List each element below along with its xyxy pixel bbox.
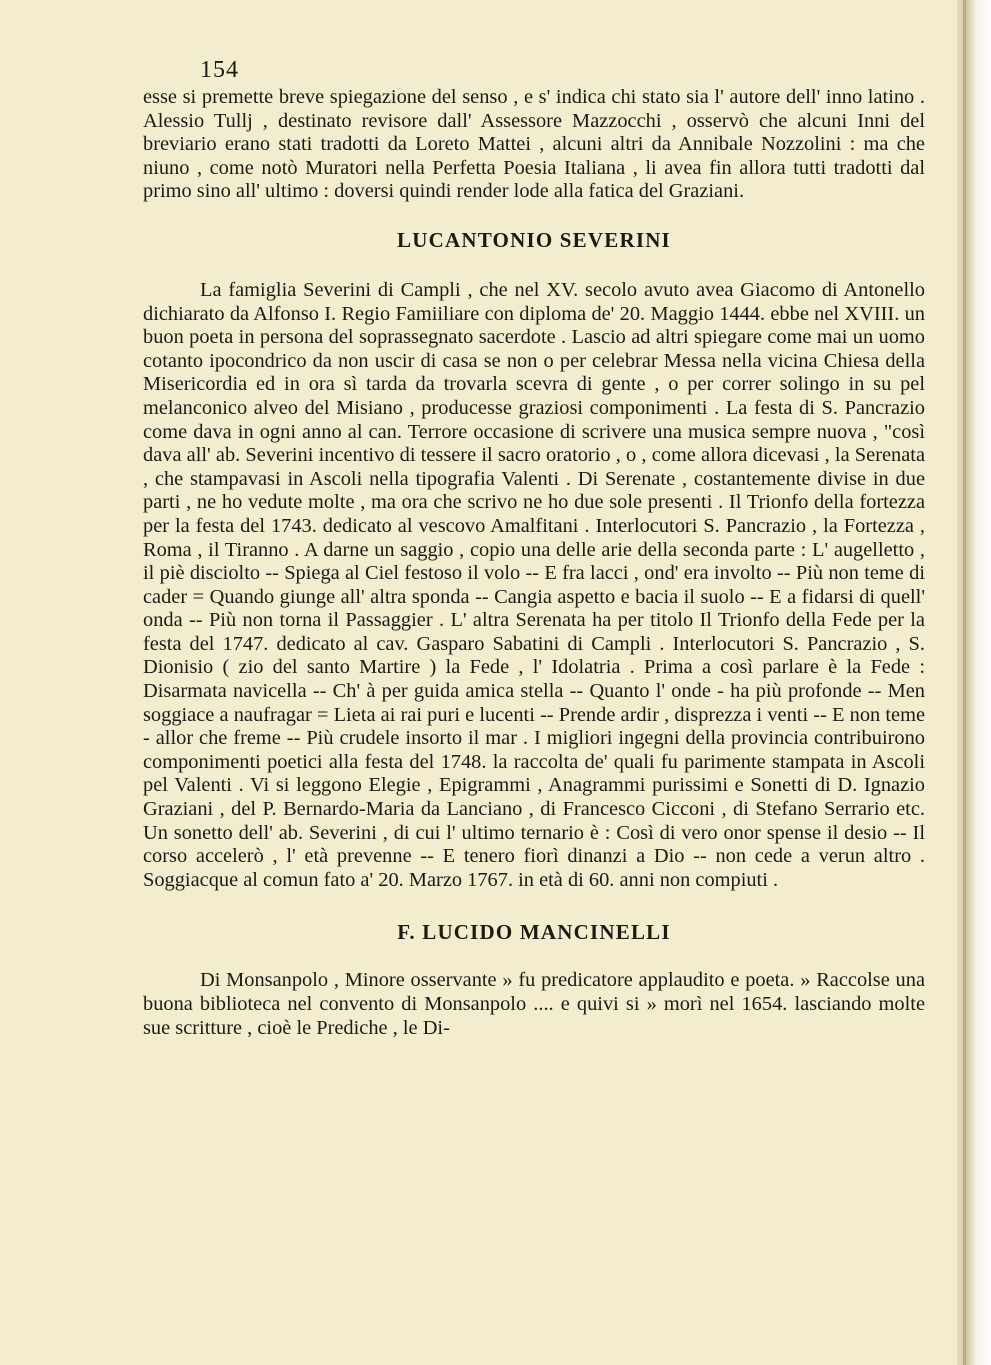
book-page [143, 56, 925, 1040]
page-edge [957, 0, 991, 1365]
section-heading-mancinelli: F. LUCIDO MANCINELLI [397, 920, 671, 945]
section-heading-severini: LUCANTONIO SEVERINI [397, 227, 671, 252]
section-body-severini: La famiglia Severini di Campli , che nel XV. secolo avuto avea Giacomo di Antonello dichiarato da Alfonso I. Regio Famiiliare con diploma de' 20. Maggio 1444. ebbe nel XVIII. un buon poeta in persona del soprassegnato sacerdote . Lascio ad altri spiegare come mai un uomo cotanto ipocondrico da non uscir di casa se non o per celebrar Messa nella vicina Chiesa della Misericordia ed in ora sì tarda da trovarla scevra di gente , o per correr solingo in su pel melanconico alveo del Misiano , producesse graziosi componimenti . La festa di S. Pancrazio come dava in ogni anno al can. Terrore occasione di scrivere una musica sempre nuova , "così dava all' ab. Severini incentivo di tessere il sacro oratorio , o , come allora dicevasi , la Serenata , che stampavasi in Ascoli nella tipografia Valenti . Di Serenate , costantemente divise in due parti , ne ho vedute molte , ma ora che scrivo ne ho due sole presenti . Il Trionfo della fortezza per la festa del 1743. dedicato al vescovo Amalfitani . Interlocutori S. Pancrazio , la Fortezza , Roma , il Tiranno . A darne un saggio , copio una delle arie della seconda parte : L' augelletto , il piè disciolto -- Spiega al Ciel festoso il volo -- E fra lacci , ond' era involto -- Più non teme di cader = Quando giunge all' altra sponda -- Cangia aspetto e bacia il suolo -- E a fidarsi di quell' onda -- Più non torna il Passaggier . L' altra Serenata ha per titolo Il Trionfo della Fede per la festa del 1747. dedicato al cav. Gasparo Sabatini di Campli . Interlocutori S. Pancrazio , S. Dionisio ( zio del santo Martire ) la Fede , l' Idolatria . Prima a così parlare è la Fede : Disarmata navicella -- Ch' à per guida amica stella -- Quanto l' onde - ha più profonde -- Men soggiace a naufragar = Lieta ai rai puri e lucenti -- Prende ardir , disprezza i venti -- E non teme - allor che freme -- Più crudele insorto il mar . I migliori ingegni della provincia contribuirono componimenti poetici alla festa del 1748. la raccolta de' quali fu parimente stampata in Ascoli pel Valenti . Vi si leggono Elegie , Epigrammi , Anagrammi purissimi e Sonetti di D. Ignazio Graziani , del P. Bernardo-Maria da Lanciano , di Francesco Cicconi , di Stefano Serrario etc. Un sonetto dell' ab. Severini , di cui l' ultimo ternario è : Così di vero onor spense il desio -- Il corso accelerò , l' età prevenne -- E tenero fiorì dinanzi a Dio -- non cede a verun altro . Soggiacque al comun fato a' 20. Marzo 1767. in età di 60. anni non compiuti . [143, 278, 925, 891]
intro-paragraph: esse si premette breve spiegazione del senso , e s' indica chi stato sia l' autore dell' inno latino . Alessio Tullj , destinato revisore dall' Assessore Mazzocchi , osservò che alcuni Inni del breviario erano stati tradotti da Loreto Mattei , alcuni altri da Annibale Nozzolini : ma che niuno , come notò Muratori nella Perfetta Poesia Italiana , li avea fin allora tutti tradotti dal primo sino all' ultimo : doversi quindi render lode alla fatica del Graziani. [143, 86, 925, 203]
section-body-mancinelli: Di Monsanpolo , Minore osservante » fu predicatore applaudito e poeta. » Raccolse una buona biblioteca nel convento di Monsanpolo .... e quivi si » morì nel 1654. lasciando molte sue scritture , cioè le Prediche , le Di- [143, 969, 925, 1039]
page-number: 154 [200, 57, 239, 83]
